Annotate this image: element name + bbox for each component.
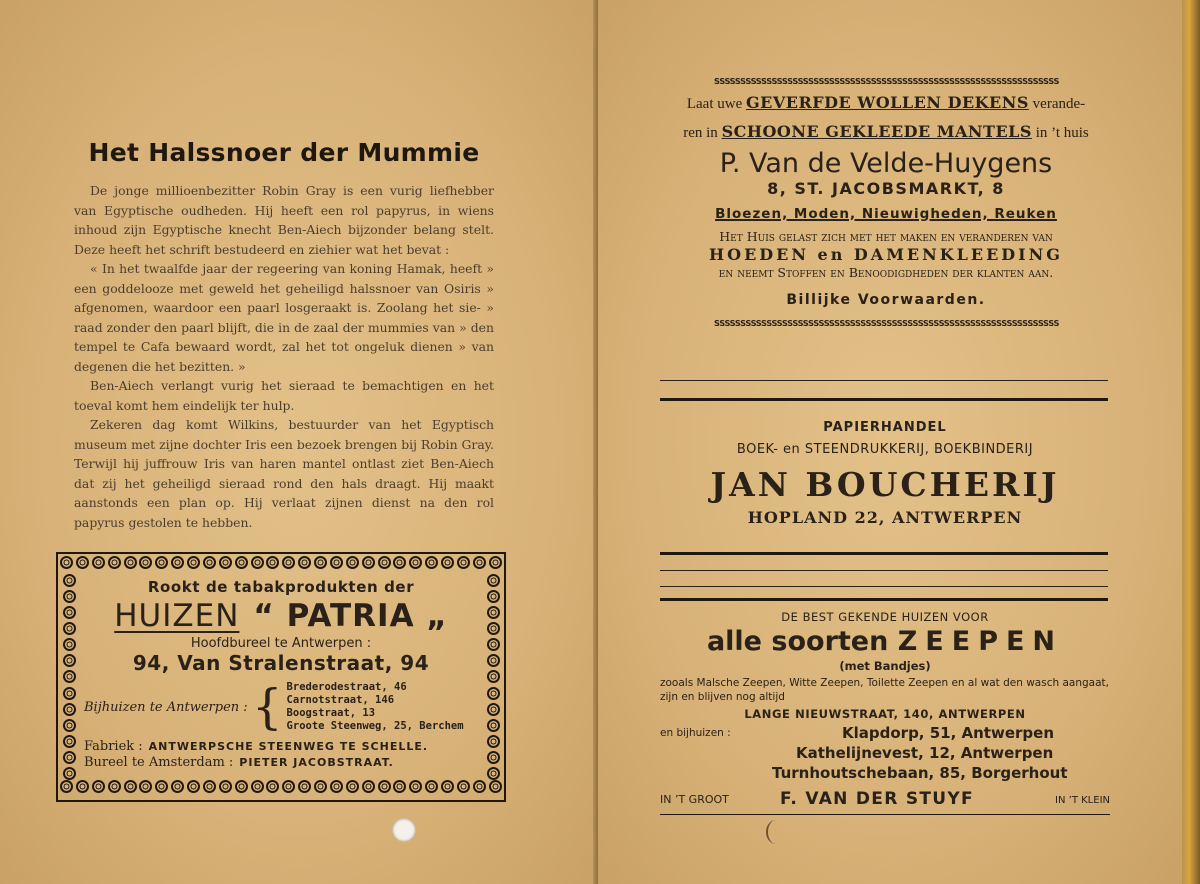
zeep-branches-label: en bijhuizen : [660, 727, 731, 739]
bead-ornament-icon [441, 780, 454, 793]
bead-ornament-icon [487, 590, 500, 603]
bead-ornament-icon [473, 556, 486, 569]
bead-ornament-icon [63, 622, 76, 635]
bead-ornament-icon [187, 780, 200, 793]
bead-ornament-icon [219, 556, 232, 569]
bead-ornament-icon [314, 556, 327, 569]
rule-line [660, 398, 1108, 401]
list-item: Brederodestraat, 46 [286, 681, 407, 693]
patria-huizen: HUIZEN [114, 598, 240, 634]
boucherij-line1: PAPIERHANDEL [823, 420, 947, 435]
velde-conditions: Billijke Voorwaarden. [786, 292, 986, 308]
bead-ornament-icon [63, 670, 76, 683]
velde-row2-pre: ren in [683, 125, 718, 141]
bead-border-right [484, 574, 502, 780]
page-edge [1182, 0, 1200, 884]
bead-ornament-icon [139, 556, 152, 569]
bead-ornament-icon [60, 780, 73, 793]
bead-ornament-icon [473, 780, 486, 793]
bead-ornament-icon [203, 556, 216, 569]
bead-ornament-icon [409, 780, 422, 793]
boucherij-advertisement [660, 420, 1110, 527]
story-quote: « In het twaalfde jaar der regeering van koning Hamak, heeft » een goddelooze met geweld het geheiligd halssnoer van Osiris » afgenomen, waardoor een paarl losgeraakt is. Zoolang het sie- » raad zonder den paarl blijft, die in de zaal der mummies van » den tempel te Cafa bewaard wordt, zal het tot ongeluk dienen » van degenen die het bezitten. » [74, 261, 494, 374]
boucherij-line2: BOEK- en STEENDRUKKERIJ, BOEKBINDERIJ [736, 442, 1034, 457]
velde-row1-post: verande- [1032, 96, 1086, 112]
bead-ornament-icon [92, 556, 105, 569]
bead-ornament-icon [155, 556, 168, 569]
bead-ornament-icon [63, 687, 76, 700]
bead-ornament-icon [251, 556, 264, 569]
patria-brand: “ PATRIA „ [253, 598, 448, 634]
list-item: Groote Steenweg, 25, Berchem [286, 720, 464, 732]
zeep-description: zooals Malsche Zeepen, Witte Zeepen, Toilette Zeepen en al wat den wasch aangaat, zijn en blijven nog altijd [660, 677, 1109, 703]
velde-row2 [660, 121, 1112, 144]
bead-border-left [60, 574, 78, 780]
patria-office-label: Hoofdbureel te Antwerpen : [190, 636, 372, 651]
bead-ornament-icon [298, 556, 311, 569]
s-separator-bottom: ssssssssssssssssssssssssssssssssssssssssssssssssssssssssssssssssss [713, 316, 1059, 329]
bead-ornament-icon [171, 780, 184, 793]
bead-ornament-icon [63, 719, 76, 732]
bead-ornament-icon [330, 556, 343, 569]
bead-ornament-icon [487, 622, 500, 635]
patria-branch-list [287, 681, 464, 733]
bead-ornament-icon [489, 780, 502, 793]
bead-ornament-icon [63, 654, 76, 667]
zeep-footer [660, 789, 1110, 811]
bead-ornament-icon [124, 556, 137, 569]
s-separator-top: ssssssssssssssssssssssssssssssssssssssssssssssssssssssssssssssssss [713, 74, 1059, 87]
bead-ornament-icon [203, 780, 216, 793]
bead-ornament-icon [63, 751, 76, 764]
bead-border-bottom [58, 780, 504, 798]
patria-factory-label: Fabriek : [84, 739, 143, 754]
bead-ornament-icon [487, 670, 500, 683]
bead-ornament-icon [487, 767, 500, 780]
bead-ornament-icon [298, 780, 311, 793]
bead-ornament-icon [487, 735, 500, 748]
bead-ornament-icon [378, 556, 391, 569]
bead-ornament-icon [139, 780, 152, 793]
left-page [0, 0, 597, 884]
zeep-advertisement [660, 610, 1110, 811]
bead-ornament-icon [63, 606, 76, 619]
bead-ornament-icon [487, 638, 500, 651]
story-paragraph: Zekeren dag komt Wilkins, bestuurder van het Egyptisch museum met zijne dochter Iris een bezoek brengen bij Robin Gray. Terwijl hij juffrouw Iris van haren mantel ontlast ziet Ben-Aiech dat zij het geheiligd sieraad rond den hals draagt. Hij maakt aanstonds een plan op. Hij verlaat zijnen dienst na den rol papyrus gestolen te hebben. [74, 417, 494, 530]
bead-ornament-icon [63, 767, 76, 780]
patria-brand-line [84, 598, 478, 634]
velde-service [660, 228, 1112, 282]
velde-row1 [660, 92, 1112, 115]
bead-ornament-icon [314, 780, 327, 793]
zeep-owner: F. VAN DER STUYF [780, 789, 974, 809]
bead-ornament-icon [457, 556, 470, 569]
bead-ornament-icon [108, 556, 121, 569]
bead-ornament-icon [487, 574, 500, 587]
bead-ornament-icon [63, 638, 76, 651]
bead-ornament-icon [108, 780, 121, 793]
patria-amsterdam-value: PIETER JACOBSTRAAT. [239, 756, 394, 769]
bead-ornament-icon [266, 556, 279, 569]
zeep-retail: IN ’T KLEIN [1055, 795, 1110, 806]
patria-amsterdam [84, 755, 478, 770]
bead-ornament-icon [393, 556, 406, 569]
velde-address: 8, ST. JACOBSMARKT, 8 [767, 179, 1005, 198]
patria-content [84, 578, 478, 776]
patria-branches [84, 681, 478, 733]
story-title: Het Halssnoer der Mummie [88, 138, 480, 167]
zeep-wholesale: IN ’T GROOT [660, 793, 729, 806]
velde-goods [660, 206, 1112, 222]
zeep-main-address: LANGE NIEUWSTRAAT, 140, ANTWERPEN [744, 707, 1026, 721]
bead-ornament-icon [76, 556, 89, 569]
bead-ornament-icon [362, 780, 375, 793]
bead-ornament-icon [235, 780, 248, 793]
list-item: Boogstraat, 13 [286, 707, 376, 719]
zeep-headline-pre: alle soorten [706, 626, 889, 657]
rule-line [660, 814, 1110, 815]
bead-ornament-icon [235, 556, 248, 569]
bead-ornament-icon [282, 556, 295, 569]
bead-ornament-icon [441, 556, 454, 569]
zeep-sub: (met Bandjes) [839, 659, 931, 673]
bead-ornament-icon [487, 687, 500, 700]
patria-intro-text: Rookt de tabakprodukten der [147, 578, 415, 596]
bead-ornament-icon [60, 556, 73, 569]
zeep-branches [660, 723, 1110, 785]
bead-ornament-icon [219, 780, 232, 793]
velde-row2-post: in ’t huis [1035, 125, 1089, 141]
bead-ornament-icon [487, 719, 500, 732]
story-paragraph: De jonge millioenbezitter Robin Gray is een vurig liefhebber van Egyptische oudheden. Hij heeft een rol papyrus, in wiens inhoud zijn Egyptische knecht Ben-Aiech bijzonder belang stelt. Deze heeft het schrift bestudeerd en ziehier wat het bevat : [74, 183, 494, 257]
velde-name: P. Van de Velde-Huygens [719, 148, 1053, 179]
bead-ornament-icon [425, 556, 438, 569]
bead-ornament-icon [63, 703, 76, 716]
velde-goods-text: Bloezen, Moden, Nieuwigheden, Reuken [715, 206, 1057, 222]
list-item: Kathelijnevest, 12, Antwerpen [796, 744, 1054, 762]
bead-ornament-icon [124, 780, 137, 793]
story-paragraph: Ben-Aiech verlangt vurig het sieraad te bemachtigen en het toeval komt hem eindelijk ter hulp. [74, 378, 494, 413]
story-section [74, 138, 494, 532]
brace-icon: { [252, 679, 283, 735]
bead-ornament-icon [92, 780, 105, 793]
patria-amsterdam-label: Bureel te Amsterdam : [84, 755, 234, 770]
punch-hole [766, 820, 786, 844]
velde-service-bold: HOEDEN en DAMENKLEEDING [709, 245, 1063, 264]
list-item: Turnhoutschebaan, 85, Borgerhout [772, 764, 1068, 782]
bead-ornament-icon [425, 780, 438, 793]
rule-line [660, 570, 1108, 571]
bead-ornament-icon [487, 703, 500, 716]
bead-border-top [58, 556, 504, 574]
bead-ornament-icon [63, 590, 76, 603]
patria-advertisement [56, 552, 506, 802]
bead-ornament-icon [171, 556, 184, 569]
zeep-headline-main: ZEEPEN [897, 626, 1064, 657]
patria-branches-label: Bijhuizen te Antwerpen : [84, 699, 248, 715]
patria-office-address: 94, Van Stralenstraat, 94 [132, 651, 430, 675]
bead-ornament-icon [362, 556, 375, 569]
velde-row2-bold: SCHOONE GEKLEEDE MANTELS [721, 122, 1032, 141]
boucherij-name: JAN BOUCHERIJ [710, 465, 1060, 504]
list-item: Klapdorp, 51, Antwerpen [842, 724, 1054, 742]
bead-ornament-icon [378, 780, 391, 793]
patria-factory [84, 739, 478, 754]
bead-ornament-icon [155, 780, 168, 793]
patria-factory-value: ANTWERPSCHE STEENWEG TE SCHELLE. [148, 740, 429, 753]
bead-ornament-icon [489, 556, 502, 569]
velde-service-line2: en neemt Stoffen en Benoodigdheden der klanten aan. [718, 265, 1054, 280]
bead-ornament-icon [63, 574, 76, 587]
zeep-branch-list [772, 723, 1068, 783]
velde-service-line1: Het Huis gelast zich met het maken en veranderen van [719, 229, 1053, 244]
bead-ornament-icon [393, 780, 406, 793]
list-item: Carnotstraat, 146 [286, 694, 395, 706]
boucherij-address: HOPLAND 22, ANTWERPEN [747, 508, 1023, 527]
bead-ornament-icon [457, 780, 470, 793]
velde-row1-bold: GEVERFDE WOLLEN DEKENS [746, 93, 1029, 112]
bead-ornament-icon [330, 780, 343, 793]
velde-advertisement [660, 74, 1112, 330]
velde-row1-pre: Laat uwe [686, 96, 743, 112]
bead-ornament-icon [487, 606, 500, 619]
patria-intro [84, 578, 478, 596]
bead-ornament-icon [76, 780, 89, 793]
bead-ornament-icon [266, 780, 279, 793]
punch-hole [392, 818, 416, 842]
rule-line [660, 586, 1108, 587]
bead-ornament-icon [187, 556, 200, 569]
bead-ornament-icon [282, 780, 295, 793]
bead-ornament-icon [487, 654, 500, 667]
bead-ornament-icon [346, 780, 359, 793]
bead-ornament-icon [346, 556, 359, 569]
zeep-line1: DE BEST GEKENDE HUIZEN VOOR [781, 610, 989, 624]
bead-ornament-icon [409, 556, 422, 569]
rule-line [660, 380, 1108, 381]
rule-line [660, 552, 1108, 555]
bead-ornament-icon [63, 735, 76, 748]
zeep-headline [660, 626, 1110, 657]
bead-ornament-icon [487, 751, 500, 764]
bead-ornament-icon [251, 780, 264, 793]
rule-line [660, 598, 1108, 601]
